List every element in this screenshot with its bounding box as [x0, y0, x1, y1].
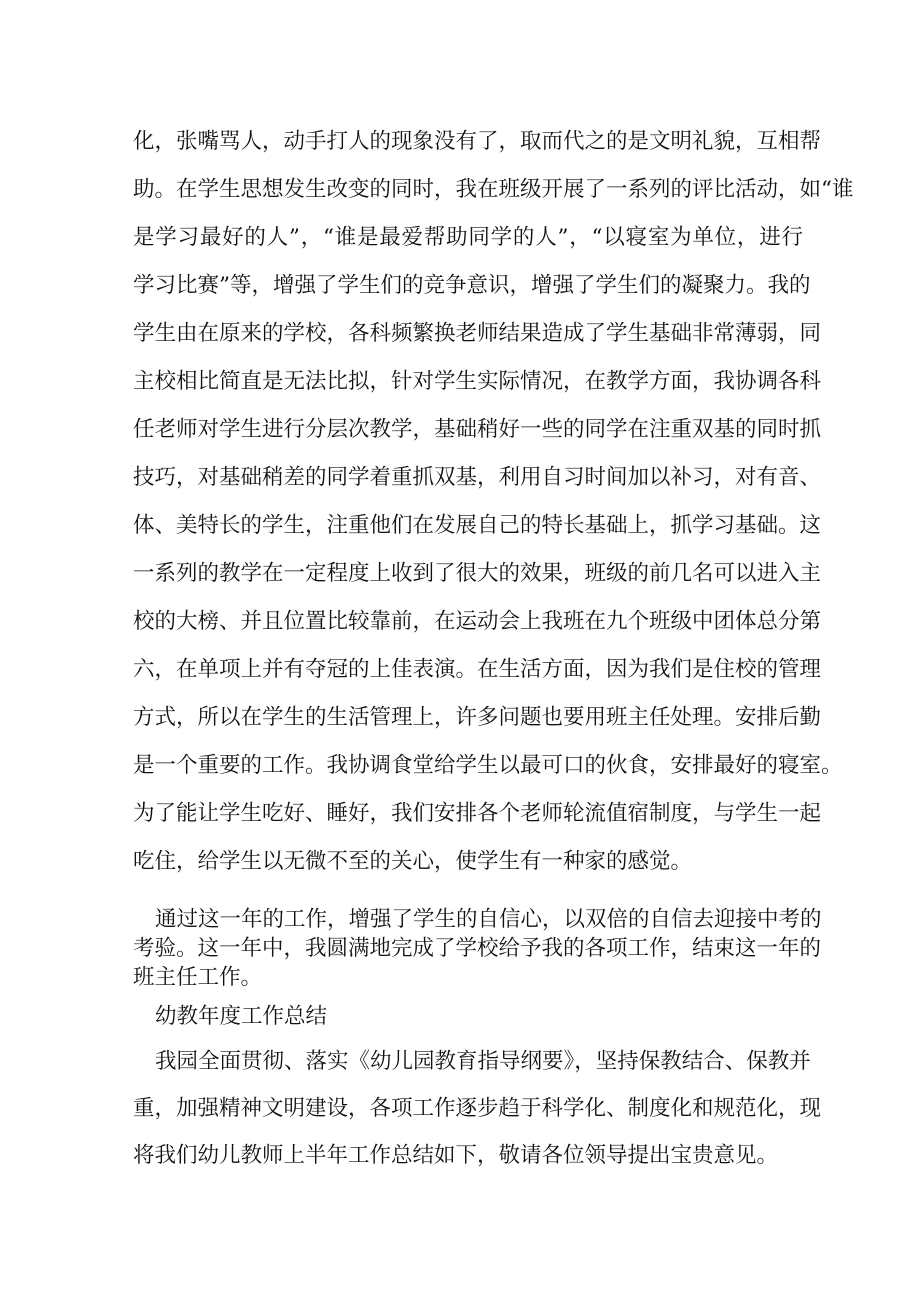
- paragraph-1-line-9: 体、美特长的学生，注重他们在发展自己的特长基础上，抓学习基础。这: [133, 513, 822, 538]
- paragraph-2-line-1: 通过这一年的工作，增强了学生的自信心，以双倍的自信去迎接中考的: [155, 907, 822, 932]
- paragraph-1-line-16: 吃住，给学生以无微不至的关心，使学生有一种家的感觉。: [133, 849, 693, 874]
- paragraph-1-line-8: 技巧，对基础稍差的同学着重抓双基，利用自习时间加以补习，对有音、: [133, 465, 822, 490]
- paragraph-1-line-12: 六，在单项上并有夺冠的上佳表演。在生活方面，因为我们是住校的管理: [133, 657, 822, 682]
- paragraph-1-line-2: 助。在学生思想发生改变的同时，我在班级开展了一系列的评比活动，如“谁: [133, 177, 854, 202]
- paragraph-3-line-2: 重，加强精神文明建设，各项工作逐步趋于科学化、制度化和规范化，现: [133, 1096, 822, 1121]
- paragraph-1-line-1: 化，张嘴骂人，动手打人的现象没有了，取而代之的是文明礼貌，互相帮: [133, 129, 822, 154]
- paragraph-1-line-10: 一系列的教学在一定程度上收到了很大的效果，班级的前几名可以进入主: [133, 561, 822, 586]
- paragraph-1-line-4: 学习比赛”等，增强了学生们的竞争意识，增强了学生们的凝聚力。我的: [133, 273, 811, 298]
- paragraph-1-line-6: 主校相比简直是无法比拟，针对学生实际情况，在教学方面，我协调各科: [133, 369, 822, 394]
- paragraph-1-line-15: 为了能让学生吃好、睡好，我们安排各个老师轮流值宿制度，与学生一起: [133, 801, 822, 826]
- paragraph-2-line-3: 班主任工作。: [133, 965, 263, 990]
- paragraph-1-line-13: 方式，所以在学生的生活管理上，许多问题也要用班主任处理。安排后勤: [133, 705, 822, 730]
- paragraph-3-line-3: 将我们幼儿教师上半年工作总结如下，敬请各位领导提出宝贵意见。: [133, 1143, 779, 1168]
- section-heading: 幼教年度工作总结: [155, 1004, 328, 1029]
- paragraph-1-line-3: 是学习最好的人”，“谁是最爱帮助同学的人”，“以寝室为单位，进行: [133, 225, 803, 250]
- paragraph-1-line-11: 校的大榜、并且位置比较靠前，在运动会上我班在九个班级中团体总分第: [133, 609, 822, 634]
- paragraph-1-line-5: 学生由在原来的学校，各科频繁换老师结果造成了学生基础非常薄弱，同: [133, 321, 822, 346]
- paragraph-1-line-14: 是一个重要的工作。我协调食堂给学生以最可口的伙食，安排最好的寝室。: [133, 753, 843, 778]
- paragraph-1-line-7: 任老师对学生进行分层次教学，基础稍好一些的同学在注重双基的同时抓: [133, 417, 822, 442]
- paragraph-3-line-1: 我园全面贯彻、落实《幼儿园教育指导纲要》，坚持保教结合、保教并: [155, 1049, 811, 1074]
- paragraph-2-line-2: 考验。这一年中，我圆满地完成了学校给予我的各项工作，结束这一年的: [133, 936, 822, 961]
